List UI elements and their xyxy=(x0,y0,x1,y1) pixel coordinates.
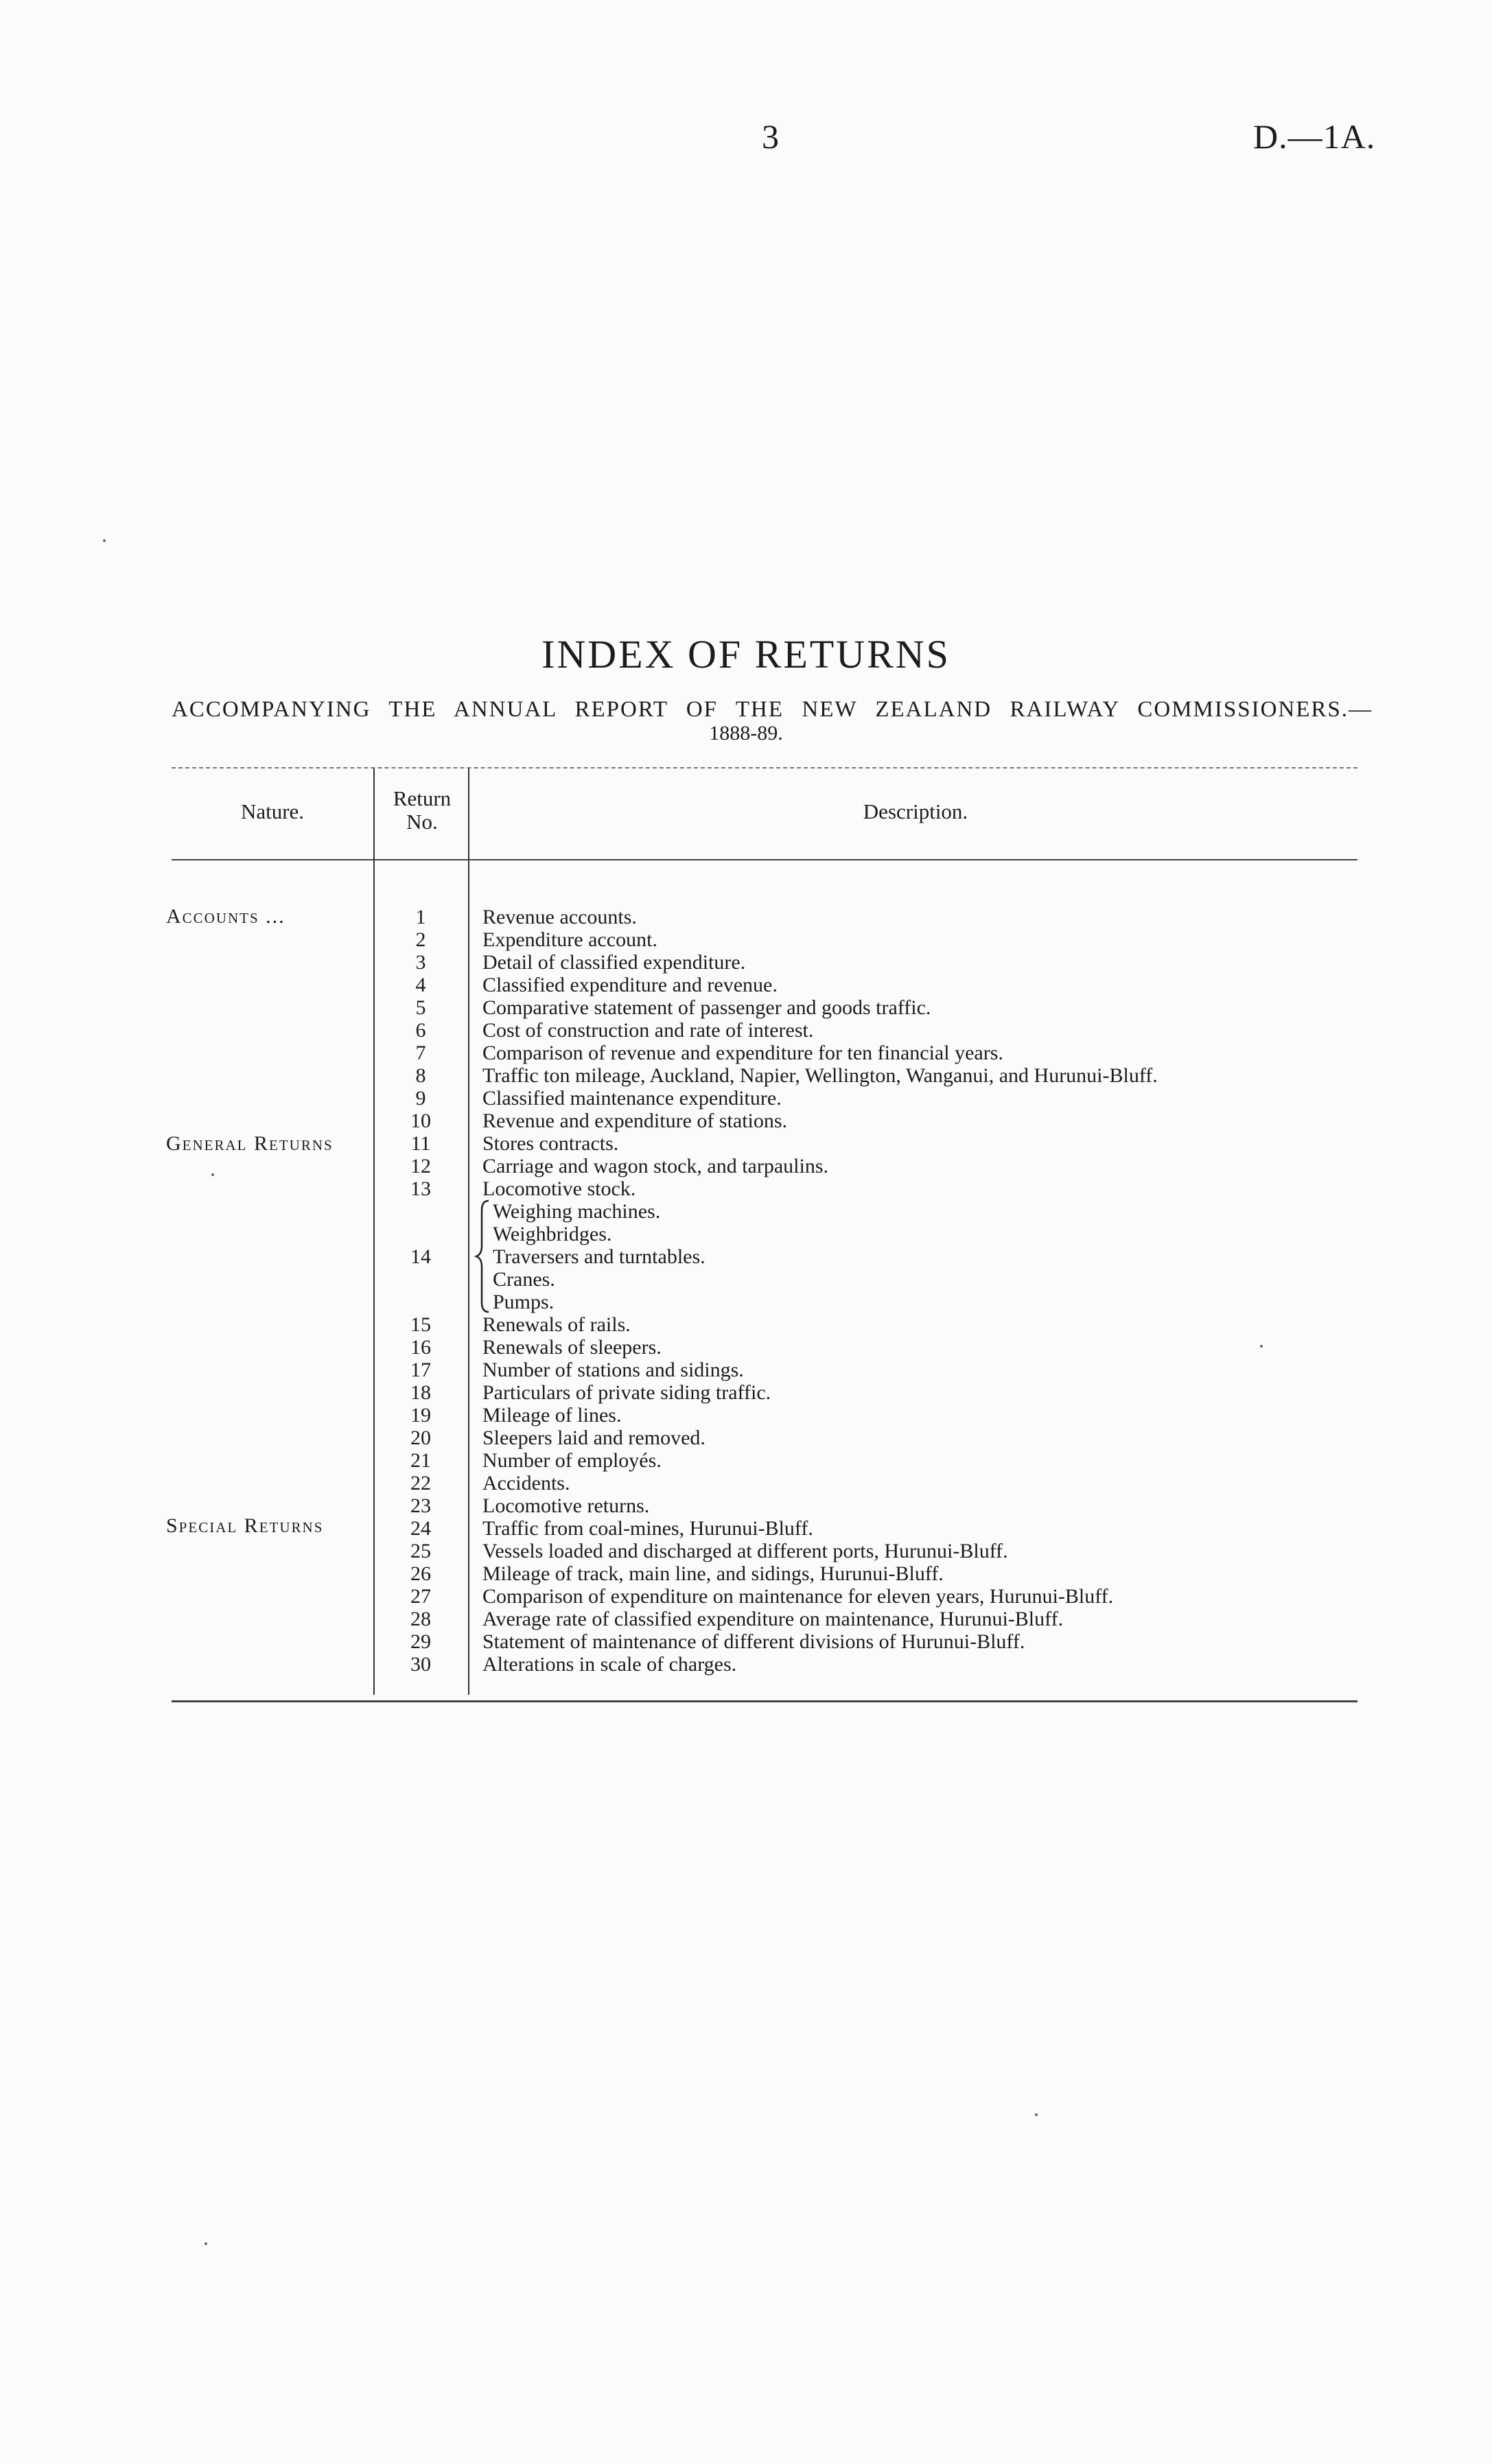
return-description: Number of stations and sidings. xyxy=(482,1359,744,1381)
nature-general-returns: General Returns xyxy=(166,1132,334,1155)
table-row xyxy=(0,1449,1492,1472)
table-row xyxy=(0,1653,1492,1676)
table-row xyxy=(0,1245,1492,1268)
return-number: 1 xyxy=(415,906,426,928)
table-row xyxy=(0,1608,1492,1630)
return-number: 9 xyxy=(415,1087,426,1110)
return-description: Particulars of private siding traffic. xyxy=(482,1381,771,1404)
table-row xyxy=(0,1110,1492,1132)
table-top-rule xyxy=(172,767,1357,768)
table-row xyxy=(0,906,1492,928)
speck xyxy=(1035,2113,1038,2116)
return-number: 4 xyxy=(415,974,426,996)
table-row xyxy=(0,1427,1492,1449)
speck xyxy=(103,539,106,542)
header-return-no: Return No. xyxy=(393,786,452,834)
speck xyxy=(205,2242,207,2245)
table-row xyxy=(0,1585,1492,1608)
document-code: D.—1A. xyxy=(1253,117,1376,156)
return-description: Renewals of rails. xyxy=(482,1313,631,1336)
return-number: 19 xyxy=(410,1404,431,1427)
return-description: Classified expenditure and revenue. xyxy=(482,974,778,996)
return-number: 20 xyxy=(410,1427,431,1449)
sub-item: Traversers and turntables. xyxy=(493,1245,706,1268)
table-row xyxy=(0,1381,1492,1404)
return-description: Statement of maintenance of different divisions of Hurunui-Bluff. xyxy=(482,1630,1025,1653)
return-number: 29 xyxy=(410,1630,431,1653)
table-row xyxy=(0,1562,1492,1585)
return-number: 5 xyxy=(415,996,426,1019)
return-number: 6 xyxy=(415,1019,426,1042)
return-number: 10 xyxy=(410,1110,431,1132)
return-description: Sleepers laid and removed. xyxy=(482,1427,706,1449)
return-description: Stores contracts. xyxy=(482,1132,619,1155)
speck xyxy=(1260,1345,1263,1348)
return-number: 15 xyxy=(410,1313,431,1336)
table-row xyxy=(0,996,1492,1019)
return-number: 24 xyxy=(410,1517,431,1540)
return-number: 30 xyxy=(410,1653,431,1676)
return-number: 26 xyxy=(410,1562,431,1585)
table-row xyxy=(0,1336,1492,1359)
return-description: Locomotive stock. xyxy=(482,1177,636,1200)
return-number: 23 xyxy=(410,1494,431,1517)
page-subtitle: ACCOMPANYING THE ANNUAL REPORT OF THE NEW ZEALAND RAILWAY COMMISSIONERS.— xyxy=(172,697,1373,722)
return-number: 12 xyxy=(410,1155,431,1177)
table-row xyxy=(0,1472,1492,1494)
table-row xyxy=(0,1042,1492,1064)
return-description: Carriage and wagon stock, and tarpaulins. xyxy=(482,1155,829,1177)
return-description: Accidents. xyxy=(482,1472,570,1494)
table-row xyxy=(0,951,1492,974)
table-row xyxy=(0,1359,1492,1381)
table-row xyxy=(0,1494,1492,1517)
sub-item: Pumps. xyxy=(493,1291,555,1313)
table-row xyxy=(0,1155,1492,1177)
return-description: Locomotive returns. xyxy=(482,1494,650,1517)
return-number: 17 xyxy=(410,1359,431,1381)
sub-item: Weighing machines. xyxy=(493,1200,661,1223)
page-title: INDEX OF RETURNS xyxy=(541,632,951,677)
table-row xyxy=(0,928,1492,951)
return-number: 2 xyxy=(415,928,426,951)
return-description: Average rate of classified expenditure on maintenance, Hurunui-Bluff. xyxy=(482,1608,1064,1630)
return-description: Revenue and expenditure of stations. xyxy=(482,1110,788,1132)
nature-special-returns: Special Returns xyxy=(166,1514,324,1537)
return-number: 13 xyxy=(410,1177,431,1200)
table-row xyxy=(0,974,1492,996)
speck xyxy=(211,1173,214,1176)
return-number: 8 xyxy=(415,1064,426,1087)
return-description: Mileage of lines. xyxy=(482,1404,622,1427)
return-description: Mileage of track, main line, and sidings, Hurunui-Bluff. xyxy=(482,1562,944,1585)
return-description: Alterations in scale of charges. xyxy=(482,1653,737,1676)
return-description: Cost of construction and rate of interest. xyxy=(482,1019,814,1042)
return-number: 28 xyxy=(410,1608,431,1630)
return-number: 3 xyxy=(415,951,426,974)
return-number: 14 xyxy=(410,1245,431,1268)
return-description: Vessels loaded and discharged at different ports, Hurunui-Bluff. xyxy=(482,1540,1008,1562)
return-description: Revenue accounts. xyxy=(482,906,637,928)
return-description: Comparison of expenditure on maintenance for eleven years, Hurunui-Bluff. xyxy=(482,1585,1114,1608)
return-number: 7 xyxy=(415,1042,426,1064)
sub-item: Cranes. xyxy=(493,1268,555,1291)
return-description: Comparative statement of passenger and goods traffic. xyxy=(482,996,931,1019)
curly-brace-icon xyxy=(474,1198,493,1315)
table-row xyxy=(0,1404,1492,1427)
return-description: Traffic from coal-mines, Hurunui-Bluff. xyxy=(482,1517,813,1540)
return-number: 16 xyxy=(410,1336,431,1359)
table-bottom-rule xyxy=(172,1700,1357,1702)
table-row xyxy=(0,1019,1492,1042)
return-description: Comparison of revenue and expenditure for ten financial years. xyxy=(482,1042,1003,1064)
table-row xyxy=(0,1087,1492,1110)
return-description: Detail of classified expenditure. xyxy=(482,951,746,974)
return-description: Number of employés. xyxy=(482,1449,662,1472)
header-description: Description. xyxy=(863,799,968,823)
page-number: 3 xyxy=(762,117,779,156)
return-number: 27 xyxy=(410,1585,431,1608)
return-number: 18 xyxy=(410,1381,431,1404)
return-number: 25 xyxy=(410,1540,431,1562)
header-nature: Nature. xyxy=(240,799,305,823)
table-row xyxy=(0,1517,1492,1540)
return-description: Classified maintenance expenditure. xyxy=(482,1087,782,1110)
return-description: Renewals of sleepers. xyxy=(482,1336,662,1359)
return-description: Traffic ton mileage, Auckland, Napier, Wellington, Wanganui, and Hurunui-Bluff. xyxy=(482,1064,1158,1087)
nature-accounts: Accounts ... xyxy=(166,905,285,928)
return-number: 22 xyxy=(410,1472,431,1494)
return-number: 11 xyxy=(410,1132,431,1155)
table-row xyxy=(0,1540,1492,1562)
table-row xyxy=(0,1630,1492,1653)
return-number: 21 xyxy=(410,1449,431,1472)
table-row xyxy=(0,1177,1492,1200)
report-year: 1888-89. xyxy=(709,722,783,744)
table-row xyxy=(0,1064,1492,1087)
sub-item: Weighbridges. xyxy=(493,1223,612,1245)
table-row xyxy=(0,1313,1492,1336)
header-bottom-rule xyxy=(172,859,1357,860)
return-description: Expenditure account. xyxy=(482,928,657,951)
table-row xyxy=(0,1132,1492,1155)
